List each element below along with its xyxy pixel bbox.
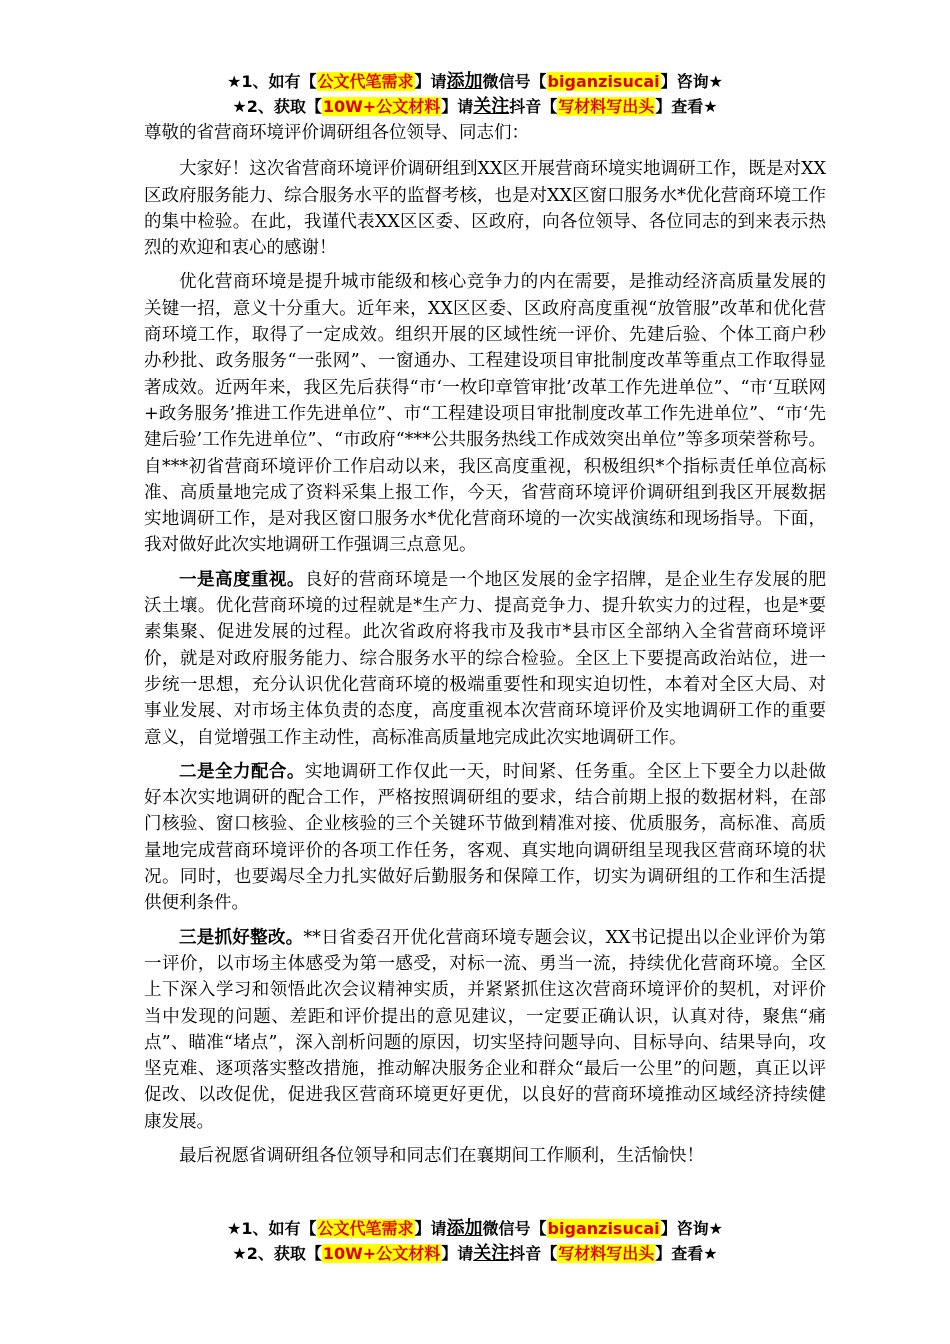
paragraph-background: 优化营商环境是提升城市能级和核心竞争力的内在需要，是推动经济高质量发展的关键一招，意义十分重大。近年来，XX区区委、区政府高度重视“放管服”改革和优化营商环境工作，取得了一定成效。组织开展的区域性统一评价、先建后验、个体工商户秒办秒批、政务服务“一张网”、一窗通办、工程建设项目审批制度改革等重点工作取得显著成效。近两年来，我区先后获得“市‘一枚印章管审批’改革工作先进单位”、“市‘互联网+政务服务’推进工作先进单位”、市“工程建设项目审批制度改革工作先进单位”、“市‘先建后验’工作先进单位”、“市政府“***公共服务热线工作成效突出单位”等多项荣誉称号。自***初省营商环境评价工作启动以来，我区高度重视，积极组织*个指标责任单位高标准、高质量地完成了资料采集上报工作，今天，省营商环境评价调研组到我区开展数据实地调研工作，是对我区窗口服务水*优化营商环境的一次实战演练和现场指导。下面，我对做好此次实地调研工作强调三点意见。	[144, 272, 826, 556]
banner-text: 】请	[441, 97, 474, 116]
banner-highlight: biganzisucai	[547, 72, 660, 91]
banner-underline: 关注	[473, 1243, 510, 1264]
bottom-banner-line-2	[0, 1243, 950, 1265]
point-2-text: 实地调研工作仅此一天，时间紧、任务重。全区上下要全力以赴做好本次实地调研的配合工作，严格按照调研组的要求，结合前期上报的数据材料，在部门核验、窗口核验、企业核验的三个关键环节做到精准对接、优质服务，高标准、高质量地完成营商环境评价的各项工作任务，客观、真实地向调研组呈现我区营商环境的状况。同时，也要竭尽全力扎实做好后勤服务和保障工作，切实为调研组的工作和生活提供便利条件。	[144, 761, 827, 914]
paragraph-closing: 最后祝愿省调研组各位领导和同志们在襄期间工作顺利，生活愉快！	[179, 1145, 704, 1166]
banner-highlight: 10W+公文材料	[322, 1244, 441, 1263]
banner-text: 】咨询★	[660, 1219, 723, 1238]
banner-highlight: 写材料写出头	[558, 97, 655, 116]
banner-text: 微信号【	[482, 1219, 547, 1238]
top-banner-line-2	[0, 96, 950, 118]
paragraph-point-2	[144, 759, 826, 917]
banner-text: ★2、获取【	[232, 1244, 322, 1263]
point-1-heading: 一是高度重视。	[179, 569, 305, 590]
banner-highlight: biganzisucai	[547, 1219, 660, 1238]
banner-text: 抖音【	[509, 1244, 558, 1263]
banner-text: ★1、如有【	[227, 72, 317, 91]
banner-highlight: 公文代笔需求	[317, 1219, 414, 1238]
top-banner-line-1	[0, 71, 950, 93]
banner-text: 】请	[414, 1219, 447, 1238]
banner-text: ★1、如有【	[227, 1219, 317, 1238]
banner-text: 】查看★	[655, 97, 718, 116]
paragraph-point-1	[144, 567, 826, 751]
banner-underline: 添加	[446, 71, 483, 92]
banner-highlight: 10W+公文材料	[322, 97, 441, 116]
point-2-heading: 二是全力配合。	[179, 761, 305, 782]
banner-text: 】请	[441, 1244, 474, 1263]
banner-underline: 关注	[473, 96, 510, 117]
banner-underline: 添加	[446, 1218, 483, 1239]
point-3-text: **日省委召开优化营商环境专题会议，XX书记提出以企业评价为第一评价，以市场主体感受为第一感受，对标一流、勇当一流，持续优化营商环境。全区上下深入学习和领悟此次会议精神实质，并紧紧抓住这次营商环境评价的契机，对评价当中发现的问题、差距和评价提出的意见建议，一定要正确认识，认真对待，聚焦“痛点”、瞄准“堵点”，深入剖析问题的原因，切实坚持问题导向、目标导向、结果导向，攻坚克难、逐项落实整改措施，推动解决服务企业和群众“最后一公里”的问题，真正以评促改、以改促优，促进我区营商环境更好更优，以良好的营商环境推动区域经济持续健康发展。	[144, 927, 826, 1132]
bottom-banner-line-1	[0, 1218, 950, 1240]
banner-highlight: 公文代笔需求	[317, 72, 414, 91]
paragraph-point-3	[144, 925, 826, 1135]
salutation: 尊敬的省营商环境评价调研组各位领导、同志们：	[144, 123, 529, 143]
point-3-heading: 三是抓好整改。	[179, 927, 304, 948]
banner-text: 】请	[414, 72, 447, 91]
banner-highlight: 写材料写出头	[558, 1244, 655, 1263]
banner-text: 微信号【	[482, 72, 547, 91]
banner-text: 抖音【	[509, 97, 558, 116]
banner-text: 】查看★	[655, 1244, 718, 1263]
banner-text: 】咨询★	[660, 72, 723, 91]
document-body	[144, 120, 826, 1177]
banner-text: ★2、获取【	[232, 97, 322, 116]
point-1-text: 良好的营商环境是一个地区发展的金字招牌，是企业生存发展的肥沃土壤。优化营商环境的过程就是*生产力、提高竞争力、提升软实力的过程，也是*要素集聚、促进发展的过程。此次省政府将我市及我市*县市区全部纳入全省营商环境评价，就是对政府服务能力、综合服务水平的综合检验。全区上下要提高政治站位，进一步统一思想，充分认识优化营商环境的极端重要性和现实迫切性，本着对全区大局、对事业发展、对市场主体负责的态度，高度重视本次营商环境评价及实地调研工作的重要意义，自觉增强工作主动性，高标准高质量地完成此次实地调研工作。	[144, 569, 827, 748]
paragraph-greeting: 大家好！这次省营商环境评价调研组到XX区开展营商环境实地调研工作，既是对XX区政府服务能力、综合服务水平的监督考核，也是对XX区窗口服务水*优化营商环境工作的集中检验。在此，我谨代表XX区区委、区政府，向各位领导、各位同志的到来表示热烈的欢迎和衷心的感谢！	[144, 159, 826, 259]
